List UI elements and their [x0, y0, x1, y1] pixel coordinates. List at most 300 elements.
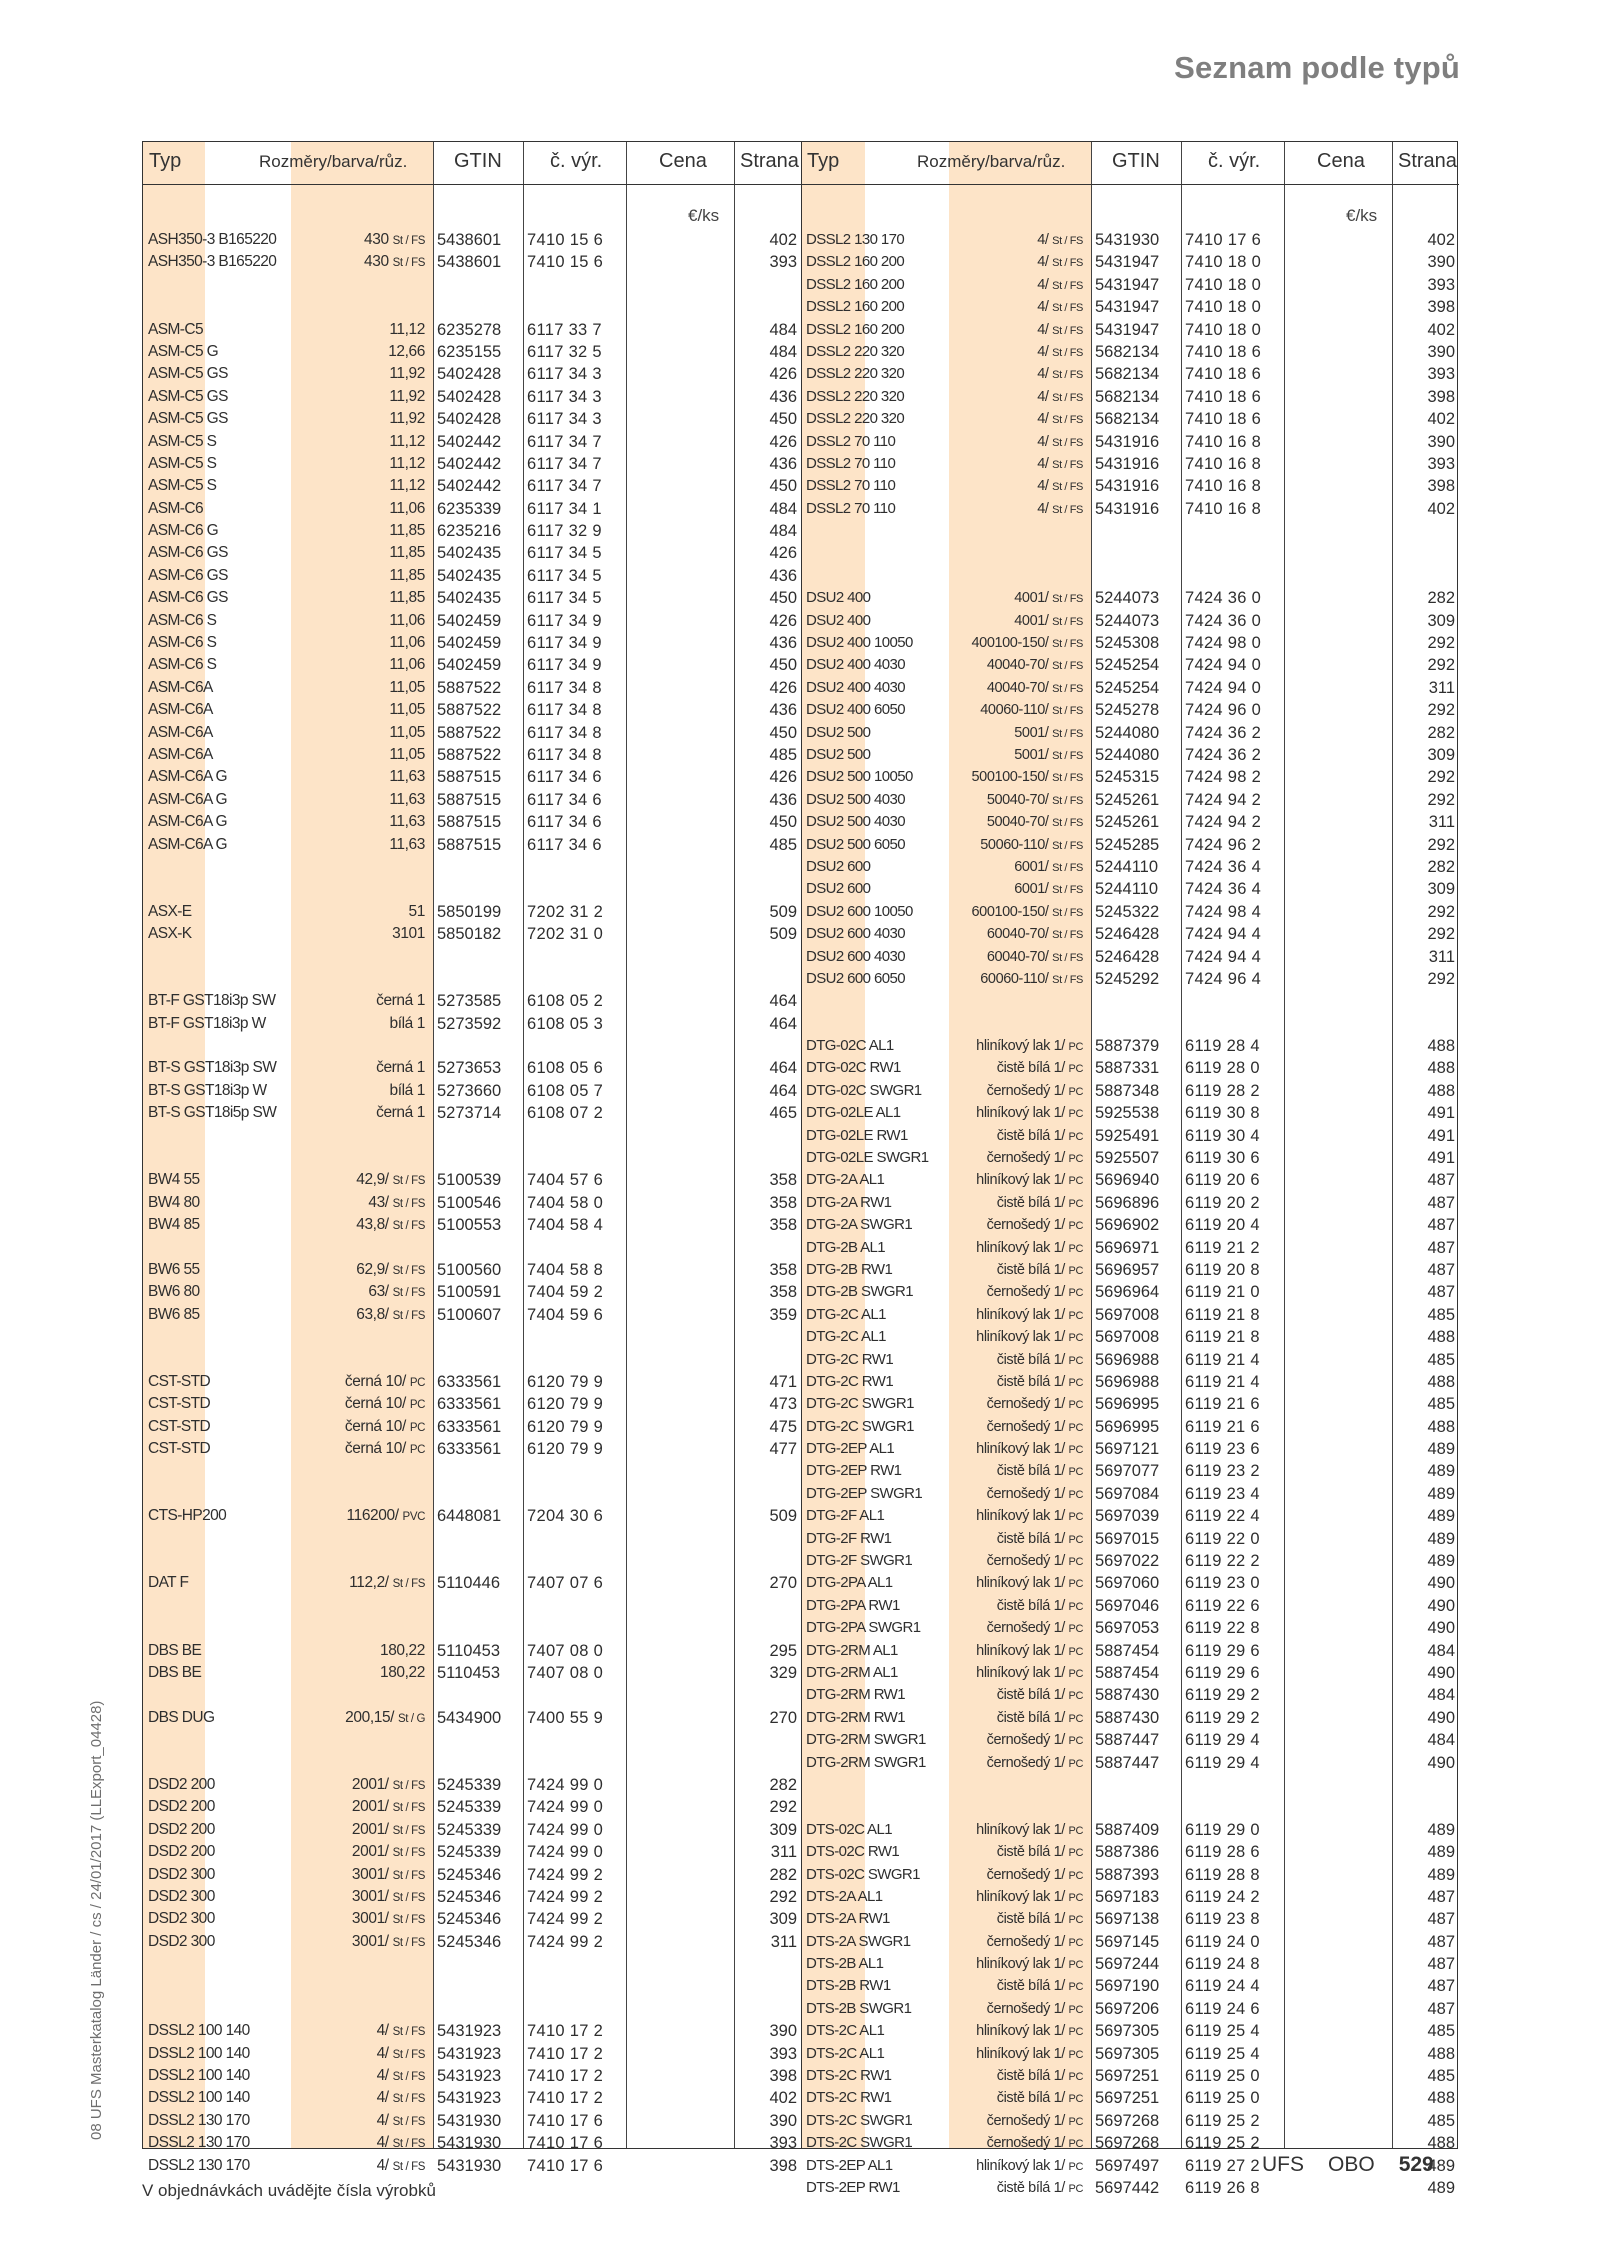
cell-rozmery [997, 1908, 1083, 1931]
cell-gtin: 6448081 [437, 1507, 502, 1526]
cell-rozmery-value: černá 10/ [344, 1372, 406, 1390]
cell-strana: 487 [1427, 1887, 1455, 1906]
cell-rozmery-value: černá 10/ [344, 1440, 406, 1458]
cell-cislo-vyrobku: 6117 32 5 [527, 342, 602, 361]
cell-rozmery-value: černošedý 1/ [986, 1553, 1065, 1570]
cell-rozmery-value: černošedý 1/ [986, 1732, 1065, 1749]
cell-rozmery-value: 4/ [1037, 500, 1049, 517]
table-row [801, 1393, 1459, 1415]
cell-typ: DSSL2 160 200 [806, 320, 905, 338]
cell-strana: 487 [1427, 1910, 1455, 1929]
table-row [801, 1729, 1459, 1751]
table-row [801, 251, 1459, 273]
cell-rozmery [976, 1640, 1083, 1663]
cell-rozmery-value: 11,92 [389, 387, 425, 405]
cell-strana: 491 [1427, 1149, 1455, 1168]
cell-typ: ASM-C5 S [148, 432, 217, 450]
cell-typ: DBS BE [148, 1664, 202, 1681]
cell-rozmery-value: 60060-110/ [980, 970, 1049, 987]
table-row [801, 1349, 1459, 1371]
cell-strana: 485 [1427, 2067, 1455, 2086]
cell-rozmery-value: 11,63 [389, 813, 425, 831]
cell-cislo-vyrobku: 6119 23 6 [1185, 1440, 1260, 1459]
cell-typ: BT-S GST18i3p SW [148, 1059, 277, 1077]
cell-cislo-vyrobku: 6119 25 2 [1185, 2134, 1260, 2153]
table-row [143, 520, 801, 542]
cell-cislo-vyrobku: 7424 99 2 [527, 1932, 604, 1951]
cell-strana: 484 [769, 499, 797, 518]
cell-cislo-vyrobku: 6119 28 2 [1185, 1081, 1260, 1100]
cell-rozmery-value: 4/ [1037, 366, 1049, 383]
cell-material: PC [409, 1444, 425, 1457]
table-row [801, 1304, 1459, 1326]
cell-gtin: 5245285 [1095, 835, 1160, 854]
table-row [143, 1550, 801, 1572]
cell-rozmery-value: 11,12 [389, 432, 425, 450]
table-row [801, 1483, 1459, 1505]
cell-typ: DTG-02LE RW1 [806, 1126, 908, 1144]
header-strana: Strana [740, 150, 799, 172]
cell-strana: 464 [769, 1014, 797, 1033]
cell-strana: 488 [1427, 2134, 1455, 2153]
cell-strana: 487 [1427, 1977, 1455, 1996]
cell-gtin: 5244073 [1095, 589, 1160, 608]
cell-gtin: 6333561 [437, 1372, 502, 1391]
cell-material: St / FS [1052, 839, 1083, 852]
cell-gtin: 5245254 [1095, 678, 1160, 697]
cell-material: St / FS [392, 1914, 425, 1927]
cell-material: St / FS [1052, 973, 1083, 986]
cell-rozmery-value: 42,9/ [356, 1171, 389, 1189]
cell-rozmery [997, 1349, 1083, 1372]
cell-strana: 292 [1427, 656, 1455, 675]
cell-typ: DTS-2B SWGR1 [806, 1999, 912, 2017]
cell-rozmery-value: hliníkový lak 1/ [976, 1239, 1065, 1256]
cell-rozmery [997, 1595, 1083, 1618]
cell-gtin: 5887522 [437, 701, 502, 720]
cell-material: St / FS [392, 235, 425, 247]
cell-gtin: 5696988 [1095, 1372, 1160, 1391]
table-row [143, 632, 801, 654]
cell-strana: 490 [1427, 1619, 1455, 1638]
cell-material: St / FS [1052, 817, 1083, 830]
table-row [801, 856, 1459, 878]
cell-gtin: 5696995 [1095, 1417, 1160, 1436]
cell-gtin: 5696995 [1095, 1395, 1160, 1414]
cell-typ: DTG-2C SWGR1 [806, 1417, 914, 1435]
cell-material: St / FS [1052, 884, 1083, 897]
cell-rozmery-value: 11,06 [389, 611, 425, 629]
cell-rozmery [987, 1729, 1083, 1752]
table-row [801, 587, 1459, 609]
cell-typ: DTG-02LE AL1 [806, 1104, 901, 1122]
cell-rozmery-value: 12,66 [388, 342, 425, 360]
cell-cislo-vyrobku: 6117 32 9 [527, 522, 602, 541]
cell-cislo-vyrobku: 7424 96 4 [1185, 969, 1262, 988]
cell-gtin: 5697305 [1095, 2022, 1160, 2041]
cell-typ: DTG-2B RW1 [806, 1260, 893, 1278]
table-row [143, 251, 801, 273]
cell-strana: 509 [769, 925, 797, 944]
table-row [801, 408, 1459, 430]
cell-cislo-vyrobku: 6119 21 8 [1185, 1305, 1260, 1324]
cell-rozmery-value: 11,06 [389, 656, 425, 674]
cell-rozmery [987, 2110, 1083, 2133]
cell-strana: 390 [769, 2022, 797, 2041]
cell-cislo-vyrobku: 6119 22 0 [1185, 1529, 1260, 1548]
cell-rozmery-value: 400100-150/ [971, 635, 1049, 652]
cell-cislo-vyrobku: 6117 34 8 [527, 678, 602, 697]
cell-strana: 488 [1427, 1372, 1455, 1391]
cell-strana: 484 [1427, 1686, 1455, 1705]
cell-gtin: 5431916 [1095, 432, 1160, 451]
cell-rozmery [976, 1819, 1083, 1842]
cell-material: St / FS [1052, 593, 1083, 606]
table-row [801, 1371, 1459, 1393]
cell-gtin: 5697046 [1095, 1596, 1160, 1615]
cell-rozmery [376, 1057, 425, 1079]
cell-rozmery [1037, 431, 1083, 454]
cell-typ: DSSL2 130 170 [806, 231, 905, 248]
cell-cislo-vyrobku: 7410 18 6 [1185, 410, 1262, 429]
cell-cislo-vyrobku: 6120 79 9 [527, 1395, 604, 1414]
header-cislo-vyrobku: č. výr. [550, 150, 603, 172]
cell-rozmery-value: hliníkový lak 1/ [976, 1329, 1065, 1346]
cell-cislo-vyrobku: 6117 34 5 [527, 589, 602, 608]
cell-gtin: 5100560 [437, 1260, 502, 1279]
cell-cislo-vyrobku: 7424 36 2 [1185, 745, 1262, 764]
cell-rozmery-value: 4/ [1037, 232, 1049, 248]
cell-material: PC [1068, 1220, 1083, 1233]
cell-cislo-vyrobku: 6119 25 0 [1185, 2067, 1260, 2086]
table-row [143, 1304, 801, 1326]
cell-typ: DSSL2 130 170 [148, 2156, 250, 2174]
cell-rozmery-value: 63,8/ [356, 1305, 389, 1323]
cell-strana: 489 [1427, 2156, 1455, 2175]
cell-rozmery [377, 2020, 425, 2043]
cell-typ: DTG-2C RW1 [806, 1372, 894, 1390]
cell-material: PC [1068, 1108, 1083, 1121]
cell-typ: ASM-C6 G [148, 522, 219, 540]
cell-cislo-vyrobku: 6119 30 8 [1185, 1104, 1260, 1123]
cell-rozmery [345, 1371, 425, 1394]
cell-rozmery [377, 2065, 425, 2088]
table-row [143, 1371, 801, 1393]
table-row [801, 2177, 1459, 2199]
cell-strana: 488 [1427, 2089, 1455, 2108]
cell-rozmery [389, 699, 425, 721]
cell-typ: DSU2 600 10050 [806, 902, 913, 920]
cell-material: PC [1068, 1600, 1083, 1613]
table-row [801, 1281, 1459, 1303]
cell-gtin: 5245339 [437, 1798, 502, 1817]
cell-strana: 358 [769, 1260, 797, 1279]
table-row [801, 2020, 1459, 2042]
cell-typ: ASM-C6A [148, 723, 213, 741]
cell-cislo-vyrobku: 6119 25 4 [1185, 2044, 1260, 2063]
cell-strana: 489 [1427, 1552, 1455, 1571]
table-row [801, 990, 1459, 1012]
cell-material: St / FS [392, 1936, 425, 1949]
cell-gtin: 5697060 [1095, 1574, 1160, 1593]
cell-rozmery-value: černošedý 1/ [986, 1866, 1065, 1883]
cell-typ: DTG-2EP AL1 [806, 1440, 895, 1458]
table-row [143, 408, 801, 430]
cell-strana: 488 [1427, 1081, 1455, 1100]
cell-typ: ASH350-3 B165220 [148, 231, 277, 248]
cell-cislo-vyrobku: 6119 24 6 [1185, 1999, 1260, 2018]
cell-cislo-vyrobku: 7410 15 6 [527, 231, 604, 249]
cell-typ: ASX-E [148, 902, 192, 920]
table-row [801, 1841, 1459, 1863]
cell-rozmery [377, 2155, 425, 2178]
table-row [801, 923, 1459, 945]
cell-rozmery [389, 363, 425, 385]
cell-typ: DSSL2 130 170 [148, 2134, 250, 2152]
cell-cislo-vyrobku: 7424 94 2 [1185, 813, 1262, 832]
cell-typ: ASX-K [148, 925, 192, 943]
cell-rozmery-value: 4/ [1037, 343, 1049, 360]
cell-rozmery [380, 1640, 425, 1662]
cell-rozmery-value: 11,06 [389, 499, 425, 517]
cell-typ: DTG-2F AL1 [806, 1507, 885, 1525]
table-row [801, 363, 1459, 385]
table-row [801, 722, 1459, 744]
cell-strana: 450 [769, 410, 797, 429]
cell-cislo-vyrobku: 6119 29 2 [1185, 1686, 1260, 1705]
cell-cislo-vyrobku: 6117 34 6 [527, 813, 602, 832]
cell-rozmery [1037, 319, 1083, 342]
cell-strana: 477 [769, 1440, 797, 1459]
cell-rozmery-value: černošedý 1/ [986, 2112, 1065, 2129]
cell-cislo-vyrobku: 6120 79 9 [527, 1440, 604, 1459]
cell-rozmery-value: černošedý 1/ [986, 1396, 1065, 1413]
table-row [801, 1460, 1459, 1482]
cell-rozmery-value: 50040-70/ [986, 791, 1049, 808]
cell-material: PC [1068, 1376, 1083, 1389]
cell-rozmery-value: 40040-70/ [986, 657, 1049, 674]
cell-strana: 358 [769, 1171, 797, 1190]
cell-cislo-vyrobku: 7404 58 4 [527, 1216, 604, 1235]
cell-strana: 484 [769, 522, 797, 541]
cell-material: St / FS [392, 2093, 425, 2106]
cell-cislo-vyrobku: 6119 29 6 [1185, 1664, 1260, 1682]
page-title: Seznam podle typů [1174, 50, 1460, 85]
cell-rozmery-value: 11,85 [389, 544, 425, 562]
cell-rozmery [997, 2065, 1083, 2088]
cell-strana: 309 [1427, 611, 1455, 630]
table-row [801, 1595, 1459, 1617]
cell-strana: 450 [769, 589, 797, 608]
cell-typ: ASM-C6A G [148, 790, 228, 808]
cell-typ: DSU2 500 4030 [806, 790, 905, 808]
table-row [801, 766, 1459, 788]
cell-rozmery [987, 946, 1083, 969]
cell-rozmery-value: černá 10/ [344, 1417, 406, 1435]
cell-rozmery-value: čistě bílá 1/ [996, 1351, 1065, 1368]
cell-strana: 488 [1427, 1037, 1455, 1056]
cell-rozmery [345, 1707, 425, 1730]
table-row [801, 1908, 1459, 1930]
cell-rozmery-value: černošedý 1/ [986, 1485, 1065, 1502]
cell-typ: DSD2 200 [148, 1798, 215, 1816]
cell-cislo-vyrobku: 6117 34 6 [527, 768, 602, 787]
cell-cislo-vyrobku: 6117 34 8 [527, 745, 602, 764]
cell-gtin: 6333561 [437, 1440, 502, 1459]
table-header [143, 142, 801, 185]
cell-strana: 488 [1427, 1059, 1455, 1078]
cell-cislo-vyrobku: 6117 34 8 [527, 701, 602, 720]
cell-rozmery-value: 50060-110/ [980, 836, 1049, 853]
cell-cislo-vyrobku: 6119 26 8 [1185, 2178, 1260, 2197]
table-row [143, 1057, 801, 1079]
cell-rozmery-value: 4/ [376, 2067, 389, 2085]
cell-cislo-vyrobku: 7410 17 2 [527, 2067, 604, 2086]
cell-typ: ASM-C5 [148, 320, 203, 338]
cell-gtin: 5245346 [437, 1887, 502, 1906]
cell-material: St / FS [1052, 727, 1083, 740]
cell-rozmery-value: černošedý 1/ [986, 1284, 1065, 1301]
cell-gtin: 5697251 [1095, 2067, 1160, 2086]
cell-rozmery [997, 1192, 1083, 1215]
cell-typ: DSSL2 70 110 [806, 477, 896, 495]
cell-typ: DTG-2A RW1 [806, 1193, 892, 1211]
cell-cislo-vyrobku: 6117 34 7 [527, 432, 602, 451]
cell-rozmery [976, 1886, 1083, 1909]
cell-typ: DTG-2RM AL1 [806, 1641, 898, 1659]
table-row [801, 1975, 1459, 1997]
cell-typ: DTG-2PA AL1 [806, 1574, 893, 1592]
header-cislo-vyrobku: č. výr. [1208, 150, 1261, 172]
cell-gtin: 5887522 [437, 745, 502, 764]
cell-strana: 393 [769, 253, 797, 272]
table-row [143, 1460, 801, 1482]
table-row [801, 453, 1459, 475]
cell-typ: DSSL2 70 110 [806, 499, 896, 517]
cell-cislo-vyrobku: 7424 36 4 [1185, 857, 1262, 876]
cell-strana: 491 [1427, 1104, 1455, 1123]
cell-rozmery-value: 4/ [1037, 299, 1049, 316]
cell-typ: DSSL2 160 200 [806, 253, 905, 271]
table-row [801, 2043, 1459, 2065]
cell-gtin: 5697244 [1095, 1955, 1160, 1974]
cell-strana: 489 [1427, 1529, 1455, 1548]
cell-rozmery [987, 1214, 1083, 1237]
cell-rozmery-value: hliníkový lak 1/ [976, 2045, 1065, 2062]
cell-rozmery [987, 1550, 1083, 1573]
cell-rozmery-value: čistě bílá 1/ [996, 1261, 1065, 1278]
cell-cislo-vyrobku: 7204 30 6 [527, 1507, 604, 1526]
cell-material: St / FS [392, 1869, 425, 1882]
table-row [143, 1035, 801, 1057]
cell-cislo-vyrobku: 6108 05 2 [527, 992, 604, 1011]
cell-gtin: 5431916 [1095, 499, 1160, 518]
cell-material: PC [1068, 1466, 1083, 1479]
cell-gtin: 5697190 [1095, 1977, 1160, 1996]
cell-material: PC [1068, 1847, 1083, 1860]
cell-material: St / FS [1052, 302, 1083, 315]
header-cena: Cena [1317, 150, 1365, 172]
cell-gtin: 5431930 [1095, 231, 1160, 249]
cell-gtin: 5850199 [437, 902, 502, 921]
cell-cislo-vyrobku: 6117 34 9 [527, 656, 602, 675]
cell-typ: DTG-2A AL1 [806, 1171, 885, 1189]
table-row [801, 475, 1459, 497]
cell-rozmery-value: 60040-70/ [986, 926, 1049, 943]
catalog-export-note: 08 UFS Masterkatalog Länder / cs / 24/01/2017 (LLExport_04428) [88, 1700, 105, 2140]
cell-rozmery [987, 677, 1083, 700]
cell-cislo-vyrobku: 7410 17 6 [1185, 231, 1262, 249]
cell-cislo-vyrobku: 6119 28 6 [1185, 1843, 1260, 1862]
cell-typ: DSD2 300 [148, 1932, 215, 1950]
cell-material: PC [1068, 2003, 1083, 2016]
cell-material: PC [1068, 2115, 1083, 2128]
table-row [801, 1550, 1459, 1572]
cell-rozmery-value: čistě bílá 1/ [996, 1687, 1065, 1704]
table-row [801, 968, 1459, 990]
cell-strana: 487 [1427, 1238, 1455, 1257]
cell-rozmery-value: černá 10/ [344, 1395, 406, 1413]
cell-strana: 282 [1427, 857, 1455, 876]
cell-rozmery-value: hliníkový lak 1/ [976, 1038, 1065, 1055]
cell-rozmery-value: 50040-70/ [986, 814, 1049, 831]
cell-material: St / FS [392, 1779, 425, 1792]
table-row [143, 1237, 801, 1259]
cell-strana: 292 [1427, 835, 1455, 854]
cell-rozmery-value: 11,06 [389, 634, 425, 652]
table-row [143, 811, 801, 833]
cell-gtin: 5245339 [437, 1775, 502, 1794]
cell-material: PC [1068, 1085, 1083, 1098]
cell-rozmery [352, 1796, 425, 1819]
cell-gtin: 5245308 [1095, 634, 1160, 653]
cell-rozmery [987, 1147, 1083, 1170]
cell-gtin: 5244110 [1095, 857, 1159, 876]
cell-rozmery [392, 923, 425, 945]
cell-strana: 489 [1427, 1484, 1455, 1503]
table-row [143, 1707, 801, 1729]
cell-rozmery [976, 1662, 1083, 1685]
cell-material: St / FS [1052, 906, 1083, 919]
cell-strana: 282 [1427, 723, 1455, 742]
cell-cislo-vyrobku: 6119 21 6 [1185, 1417, 1260, 1436]
header-rozmery: Rozměry/barva/růz. [917, 152, 1066, 171]
cell-typ: CST-STD [148, 1440, 211, 1458]
cell-gtin: 5402459 [437, 611, 502, 630]
cell-rozmery-value: 4/ [1037, 388, 1049, 405]
cell-gtin: 5402442 [437, 432, 502, 451]
cell-gtin: 5697145 [1095, 1932, 1160, 1951]
cell-typ: DSU2 600 [806, 857, 871, 875]
cell-gtin: 5697305 [1095, 2044, 1160, 2063]
cell-cislo-vyrobku: 6117 34 6 [527, 835, 602, 854]
cell-typ: DTS-2C AL1 [806, 2044, 885, 2062]
cell-rozmery-value: 4/ [1037, 254, 1049, 271]
table-row [801, 1505, 1459, 1527]
cell-rozmery-value: čistě bílá 1/ [996, 2090, 1065, 2107]
cell-gtin: 5696964 [1095, 1283, 1160, 1302]
cell-cislo-vyrobku: 6119 22 6 [1185, 1596, 1260, 1615]
cell-strana: 309 [1427, 880, 1455, 899]
cell-cislo-vyrobku: 6119 20 8 [1185, 1260, 1260, 1279]
cell-gtin: 5273592 [437, 1014, 502, 1033]
cell-rozmery [389, 475, 425, 497]
cell-rozmery [409, 901, 425, 923]
cell-typ: CST-STD [148, 1372, 211, 1390]
table-row [801, 1796, 1459, 1818]
cell-typ: BW6 55 [148, 1260, 200, 1278]
cell-strana: 436 [769, 790, 797, 809]
